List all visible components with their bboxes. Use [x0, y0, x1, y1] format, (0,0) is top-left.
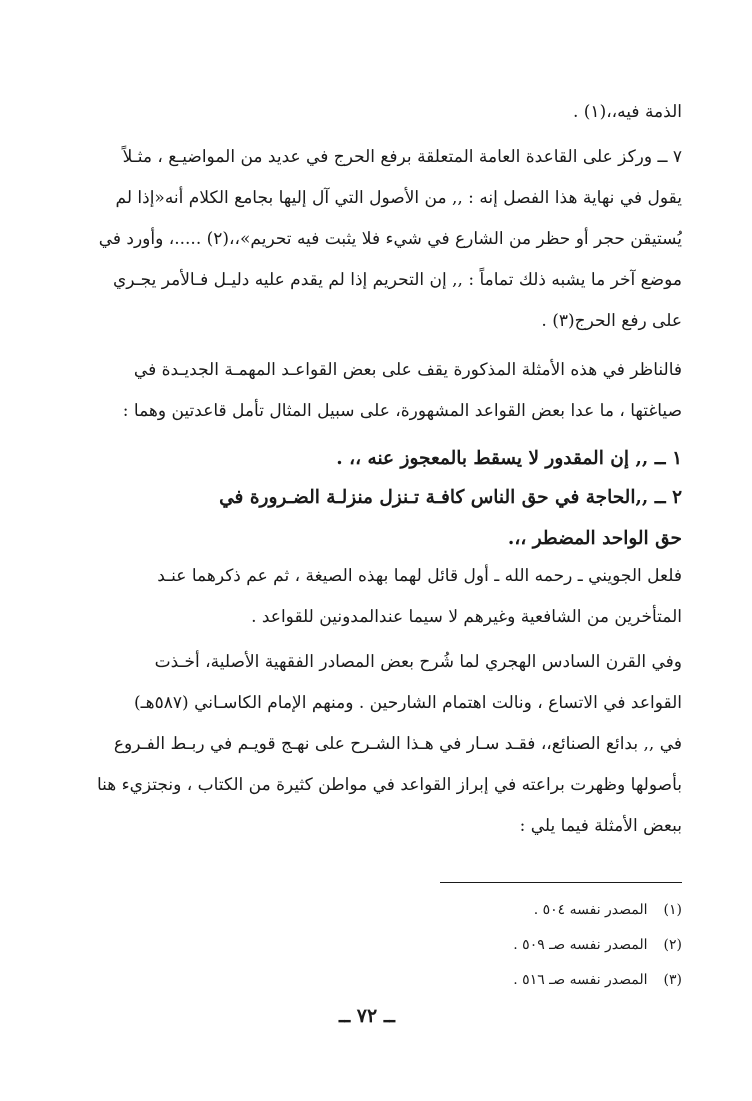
text-line: يقول في نهاية هذا الفصل إنه : ,, من الأصول التي آل إليها بجامع الكلام أنه«إذا لم	[115, 188, 682, 208]
text-line: حق الواحد المضطر ،،.	[507, 528, 682, 549]
page-number: ــ ٧٢ ــ	[339, 1005, 395, 1027]
paragraph-quote-end	[52, 92, 682, 133]
text-line: في ,, بدائع الصنائع،، فقـد سـار في هـذا الشـرح على نهـج قويـم في ربـط الفـروع	[113, 734, 682, 754]
text-line: موضع آخر ما يشبه ذلك تماماً : ,, إن التحريم إذا لم يقدم عليه دليـل فـالأمر يجـري	[112, 270, 682, 290]
text-line: المتأخرين من الشافعية وغيرهم لا سيما عندالمدونين للقواعد .	[251, 607, 682, 627]
text-line: وفي القرن السادس الهجري لما شُرح بعض المصادر الفقهية الأصلية، أخـذت	[154, 652, 682, 672]
footnote-text: المصدر نفسه صـ ٥٠٩ .	[513, 937, 648, 953]
text-line: على رفع الحرج(٣) .	[541, 311, 682, 331]
footnote-text: المصدر نفسه ٥٠٤ .	[533, 902, 648, 918]
text-line: بأصولها وظهرت براعته في إبراز القواعد في مواطن كثيرة من الكتاب ، ونجتزيء هنا	[96, 775, 682, 795]
book-page	[52, 0, 682, 1101]
text-line: الذمة فيه،،(١) .	[572, 102, 682, 122]
footnote-1	[52, 893, 682, 928]
paragraph-observer	[52, 350, 682, 432]
footnote-2	[52, 928, 682, 963]
text-line: فالناظر في هذه الأمثلة المذكورة يقف على بعض القواعـد المهمـة الجديـدة في	[133, 360, 682, 380]
rule-1	[52, 438, 682, 479]
text-line: ٢ ــ ,,الحاجة في حق الناس كافـة تـنزل منزلـة الضـرورة في	[219, 487, 682, 508]
text-line: فلعل الجويني ـ رحمه الله ـ أول قائل لهما بهذه الصيغة ، ثم عم ذكرهما عنـد	[157, 566, 682, 586]
text-line: القواعد في الاتساع ، ونالت اهتمام الشارحين . ومنهم الإمام الكاسـاني (٥٨٧هـ)	[134, 693, 682, 713]
text-line: ٧ ــ وركز على القاعدة العامة المتعلقة برفع الحرج في عديد من المواضيـع ، مثـلاً	[122, 147, 682, 167]
paragraph-item-7	[52, 137, 682, 342]
footnote-3	[52, 963, 682, 998]
text-line: يُستيقن حجر أو حظر من الشارع في شيء فلا يثبت فيه تحريم»،،(٢) .....، وأورد في	[98, 229, 682, 249]
footnote-number: (٣)	[663, 972, 682, 988]
rule-2	[52, 477, 682, 559]
paragraph-juwayni	[52, 556, 682, 638]
text-line: ١ ــ ,, إن المقدور لا يسقط بالمعجوز عنه ،، .	[336, 448, 682, 469]
footnotes	[52, 893, 682, 998]
paragraph-sixth-century	[52, 642, 682, 847]
footnote-text: المصدر نفسه صـ ٥١٦ .	[513, 972, 648, 988]
footnote-divider	[440, 882, 682, 883]
text-line: صياغتها ، ما عدا بعض القواعد المشهورة، على سبيل المثال تأمل قاعدتين وهما :	[122, 401, 682, 421]
text-line: ببعض الأمثلة فيما يلي :	[519, 816, 682, 836]
footnote-number: (١)	[663, 902, 682, 918]
footnote-number: (٢)	[663, 937, 682, 953]
